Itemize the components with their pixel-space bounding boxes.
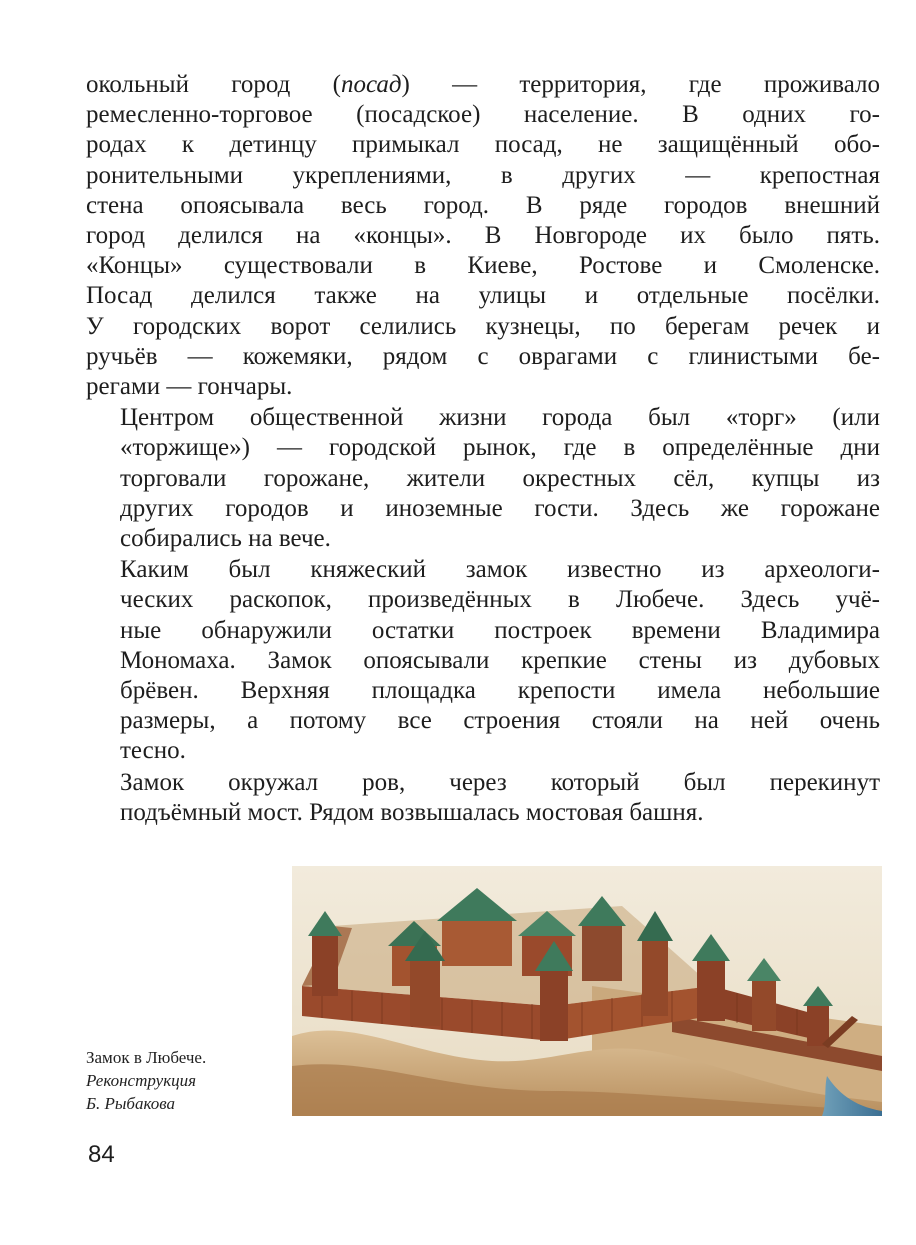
figure-caption [86,1046,286,1115]
text-line: ремесленно-торговое (посадское) население. В одних го- [86,101,880,129]
text-line: ные обнаружили остатки построек времени Владимира [120,616,880,644]
text-line: окольный город (посад) — территория, где проживало [86,71,880,98]
text-line: торговали горожане, жители окрестных сёл, купцы из [120,464,880,492]
text-line: ческих раскопок, произведённых в Любече. Здесь учё- [120,586,880,614]
paragraph [86,70,880,402]
caption-note-line1: Реконструкция [86,1071,197,1090]
paragraph [86,768,880,828]
caption-title: Замок в Любече. [86,1048,207,1067]
text-line: тесно. [120,737,186,765]
text-line: «Концы» существовали в Киеве, Ростове и Смоленске. [86,252,880,280]
text-line: ронительными укреплениями, в других — крепостная [86,161,880,189]
castle-illustration [292,866,882,1116]
text-line: Каким был княжеский замок известно из археологи- [120,556,880,584]
text-line: стена опоясывала весь город. В ряде городов внешний [86,191,880,219]
text-line: подъёмный мост. Рядом возвышалась мостовая башня. [120,798,704,826]
text-line: У городских ворот селились кузнецы, по берегам речек и [86,312,880,340]
text-line: «торжище») — городской рынок, где в определённые дни [120,434,880,462]
text-line: собирались на вече. [120,525,331,553]
text-line: Мономаха. Замок опоясывали крепкие стены из дубовых [120,646,880,674]
caption-note-line2: Б. Рыбакова [86,1094,176,1113]
text-line: других городов и иноземные гости. Здесь же горожане [120,494,880,522]
paragraph [86,403,880,554]
paragraph [86,555,880,766]
page-number: 84 [88,1141,115,1168]
text-line: город делился на «концы». В Новгороде их было пять. [86,222,880,250]
text-line: регами — гончары. [86,373,293,401]
text-line: ручьёв — кожемяки, рядом с оврагами с глинистыми бе- [86,342,880,370]
lyubech-castle-reconstruction-image [292,866,882,1116]
text-line: Замок окружал ров, через который был перекинут [120,768,880,796]
text-line: брёвен. Верхняя площадка крепости имела небольшие [120,677,880,705]
italic-term: посад [340,71,402,98]
body-text [86,70,880,828]
text-line: Посад делился также на улицы и отдельные посёлки. [86,282,880,310]
text-line: размеры, а потому все строения стояли на ней очень [120,707,880,735]
text-line: Центром общественной жизни города был «торг» (или [120,404,880,432]
text-line: родах к детинцу примыкал посад, не защищённый обо- [86,131,880,159]
